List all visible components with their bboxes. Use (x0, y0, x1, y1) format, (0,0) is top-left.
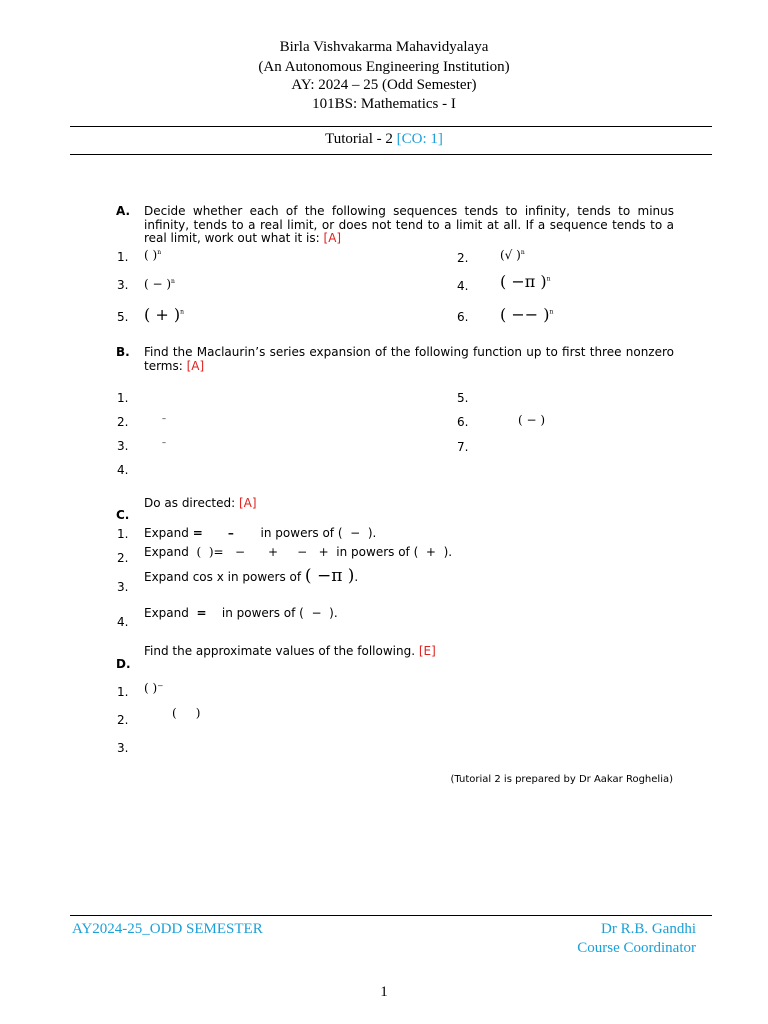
a-item-4-num: 4. (457, 279, 469, 293)
institution-subtitle: (An Autonomous Engineering Institution) (258, 59, 510, 75)
c-item-3-pre: Expand cos x in powers of (144, 570, 302, 584)
section-c-tag: [A] (239, 496, 257, 510)
b-item-4-num: 4. (117, 463, 129, 477)
c-item-3 (144, 566, 359, 586)
b-item-7-num: 7. (457, 440, 469, 454)
d-item-2-num: 2. (117, 713, 129, 727)
section-d-text: Find the approximate values of the following. (144, 644, 416, 658)
b-item-6-expr: ( − ) (518, 413, 546, 427)
section-d-tag: [E] (418, 644, 436, 658)
a-item-6-expr: ( −− )$^n$ (500, 305, 554, 324)
a-item-5-text: ( + ) (144, 305, 181, 324)
c-item-4-mid: = (196, 606, 207, 620)
c-item-4-post: in powers of ( − ). (221, 606, 338, 620)
section-d-instruction (144, 645, 436, 659)
a-item-2-expr: (√ )$^n$ (500, 248, 525, 262)
c-item-2-pre: Expand (144, 545, 189, 559)
section-a-text: Decide whether each of the following sequences tends to infinity, tends to minus infinity, tends to a real limit, or does not tend to a limit at all. If a sequence tends to a real limit, work out what it is: (144, 204, 674, 245)
c-item-1-pre: Expand (144, 526, 189, 540)
section-a-label: A. (116, 204, 131, 218)
a-item-1-text: ( ) (144, 248, 158, 262)
b-item-5-num: 5. (457, 391, 469, 405)
c-item-2-mid: ( )= − + − + (196, 545, 329, 559)
a-item-4-expr: ( −π )$^n$ (500, 272, 551, 291)
footer-rule (70, 915, 712, 916)
header-rule-bottom (70, 154, 712, 155)
section-b-instruction (144, 346, 674, 373)
b-item-6-num: 6. (457, 415, 469, 429)
section-d-label: D. (116, 657, 131, 671)
a-item-5-expr: ( + )$^n$ (144, 305, 184, 324)
section-b-label: B. (116, 345, 130, 359)
institution-name: Birla Vishvakarma Mahavidyalaya (279, 39, 489, 55)
a-item-2-text: (√ ) (500, 248, 521, 262)
a-item-1-expr: ( )$^n$ (144, 248, 162, 262)
co-tag: [CO: 1] (396, 131, 443, 147)
c-item-1-post: in powers of ( − ). (260, 526, 377, 540)
d-item-1-expr: ( )⁻ (144, 681, 164, 695)
c-item-1 (144, 527, 376, 541)
b-item-3-expr: – (162, 438, 166, 447)
c-item-2-num: 2. (117, 551, 129, 565)
header-rule-top (70, 126, 712, 127)
b-item-3-num: 3. (117, 439, 129, 453)
footer-coordinator-role: Course Coordinator (577, 940, 696, 956)
a-item-6-text: ( −− ) (500, 305, 550, 324)
b-item-2-expr: – (162, 414, 166, 423)
tutorial-label: Tutorial - 2 (325, 131, 393, 147)
page-number: 1 (380, 984, 388, 1000)
b-item-2-num: 2. (117, 415, 129, 429)
a-item-2-num: 2. (457, 251, 469, 265)
section-c-instruction (144, 497, 257, 511)
section-b-text: Find the Maclaurin’s series expansion of the following function up to first three nonzero terms: (144, 345, 674, 373)
section-a-instruction (144, 205, 674, 246)
a-item-6-num: 6. (457, 310, 469, 324)
c-item-1-num: 1. (117, 527, 129, 541)
c-item-1-mid: = – (192, 526, 234, 540)
c-item-4-num: 4. (117, 615, 129, 629)
a-item-3-num: 3. (117, 278, 129, 292)
prepared-by-credit: (Tutorial 2 is prepared by Dr Aakar Roghelia) (450, 774, 673, 785)
c-item-4-pre: Expand (144, 606, 189, 620)
c-item-3-post: . (354, 570, 359, 584)
c-item-3-mid: ( −π ) (304, 566, 355, 586)
a-item-5-num: 5. (117, 310, 129, 324)
footer-coordinator-name: Dr R.B. Gandhi (601, 921, 696, 937)
a-item-4-text: ( −π ) (500, 272, 547, 291)
a-item-3-text: ( − ) (144, 277, 172, 291)
tutorial-title (0, 131, 768, 148)
academic-year: AY: 2024 – 25 (Odd Semester) (291, 77, 477, 93)
d-item-1-num: 1. (117, 685, 129, 699)
section-a-tag: [A] (323, 231, 342, 245)
section-c-text: Do as directed: (144, 496, 236, 510)
section-c-label: C. (116, 508, 130, 522)
c-item-2-post: in powers of ( + ). (336, 545, 453, 559)
c-item-4 (144, 607, 338, 621)
d-item-3-num: 3. (117, 741, 129, 755)
course-name: 101BS: Mathematics - I (312, 96, 456, 112)
b-item-1-num: 1. (117, 391, 129, 405)
d-item-2-expr: ( ) (172, 706, 201, 720)
a-item-1-num: 1. (117, 250, 129, 264)
c-item-2 (144, 546, 452, 560)
c-item-3-num: 3. (117, 580, 129, 594)
footer-semester: AY2024-25_ODD SEMESTER (72, 921, 263, 937)
a-item-3-expr: ( − )$^n$ (144, 277, 175, 291)
section-b-tag: [A] (186, 358, 205, 373)
